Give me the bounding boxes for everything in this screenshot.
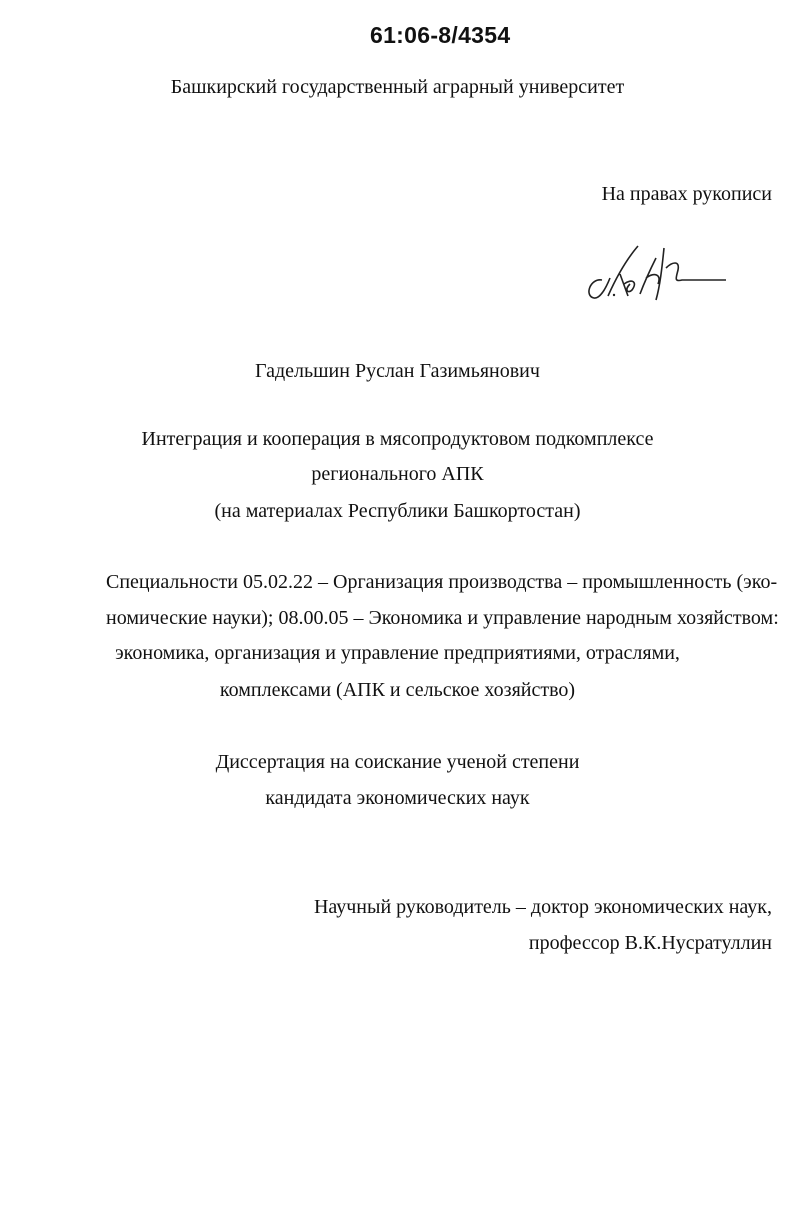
manuscript-rights-note: На правах рукописи [601,183,772,205]
specialty-line: комплексами (АПК и сельское хозяйство) [219,679,576,701]
supervisor-line: профессор В.К.Нусратуллин [528,932,772,954]
thesis-title-line: регионального АПК [311,463,484,485]
author-name: Гадельшин Руслан Газимьянович [255,360,540,382]
registration-stamp: 61:06-8/4354 [370,22,511,48]
specialty-line: номические науки); 08.00.05 – Экономика и управление народным хозяйством: [106,607,779,629]
thesis-title-line: Интеграция и кооперация в мясопродуктовом подкомплексе [141,428,654,450]
signature [580,238,730,308]
specialty-line: Специальности 05.02.22 – Организация производства – промышленность (эко- [106,571,778,593]
specialty-line: экономика, организация и управление предприятиями, отраслями, [115,642,680,664]
degree-line: кандидата экономических наук [265,787,530,809]
supervisor-line: Научный руководитель – доктор экономических наук, [313,896,772,918]
university-name: Башкирский государственный аграрный университет [170,76,625,98]
degree-line: Диссертация на соискание ученой степени [215,751,580,773]
thesis-title-line: (на материалах Республики Башкортостан) [214,500,581,522]
